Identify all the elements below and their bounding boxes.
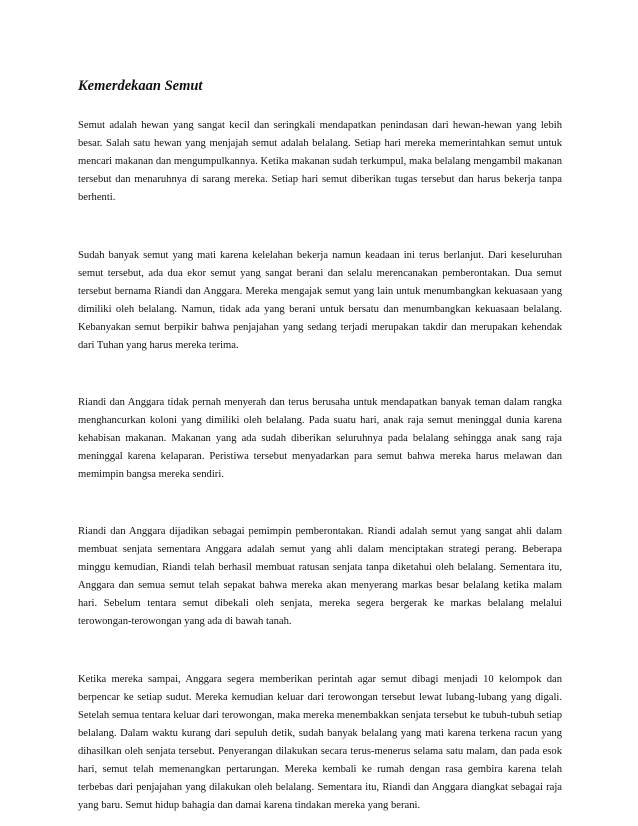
paragraph-3: Riandi dan Anggara tidak pernah menyerah dan terus berusaha untuk mendapatkan banyak teman dalam rangka menghancurkan koloni yang dimiliki oleh belalang. Pada suatu hari, anak raja semut meninggal dunia karena kehabisan makanan. Makanan yang ada sudah diberikan seluruhnya pada belalang sehingga anak sang raja meninggal karena kelaparan. Peristiwa tersebut menyadarkan para semut bahwa mereka harus melawan dan memimpin bangsa mereka sendiri. xyxy=(78,397,562,480)
document-title: Kemerdekaan Semut xyxy=(78,78,203,94)
document-page xyxy=(78,76,562,815)
paragraph-2: Sudah banyak semut yang mati karena kelelahan bekerja namun keadaan ini terus berlanjut. Dari keseluruhan semut tersebut, ada dua ekor semut yang sangat berani dan selalu merencanakan pemberontakan. Dua semut tersebut bernama Riandi dan Anggara. Mereka mengajak semut yang lain untuk menumbangkan kekuasaan yang dimiliki oleh belalang. Namun, tidak ada yang berani untuk bersatu dan menumbangkan kekuasaan belalang. Kebanyakan semut berpikir bahwa penjajahan yang sedang terjadi merupakan takdir dan merupakan kehendak dari Tuhan yang harus mereka terima. xyxy=(78,250,562,351)
paragraph-5: Ketika mereka sampai, Anggara segera memberikan perintah agar semut dibagi menjadi 10 kelompok dan berpencar ke setiap sudut. Mereka kemudian keluar dari terowongan tersebut lewat lubang-lubang yang digali. Setelah semua tentara keluar dari terowongan, maka mereka menembakkan senjata tersebut ke tubuh-tubuh setiap belalang. Dalam waktu kurang dari sepuluh detik, sudah banyak belalang yang mati karena terkena racun yang dihasilkan oleh senjata tersebut. Penyerangan dilakukan secara terus-menerus selama satu malam, dan pada esok hari, semut telah memenangkan pertarungan. Mereka kembali ke rumah dengan rasa gembira karena telah terbebas dari penjajahan yang dilakukan oleh belalang. Sementara itu, Riandi dan Anggara diangkat sebagai raja yang baru. Semut hidup bahagia dan damai karena tindakan mereka yang berani. xyxy=(78,674,562,811)
paragraph-4: Riandi dan Anggara dijadikan sebagai pemimpin pemberontakan. Riandi adalah semut yang sangat ahli dalam membuat senjata sementara Anggara adalah semut yang ahli dalam menciptakan strategi perang. Beberapa minggu kemudian, Riandi telah berhasil membuat ratusan senjata tanpa diketahui oleh belalang. Sementara itu, Anggara dan semua semut telah sepakat bahwa mereka akan menyerang markas besar belalang ketika malam hari. Sebelum tentara semut dibekali oleh senjata, mereka segera bergerak ke markas belalang melalui terowongan-terowongan yang ada di bawah tanah. xyxy=(78,526,562,627)
paragraph-1: Semut adalah hewan yang sangat kecil dan seringkali mendapatkan penindasan dari hewan-hewan yang lebih besar. Salah satu hewan yang menjajah semut adalah belalang. Setiap hari mereka memerintahkan semut untuk mencari makanan dan mengumpulkannya. Ketika makanan sudah terkumpul, maka belalang mengambil makanan tersebut dan menaruhnya di sarang mereka. Setiap hari semut diberikan tugas tersebut dan harus bekerja tanpa berhenti. xyxy=(78,120,562,203)
